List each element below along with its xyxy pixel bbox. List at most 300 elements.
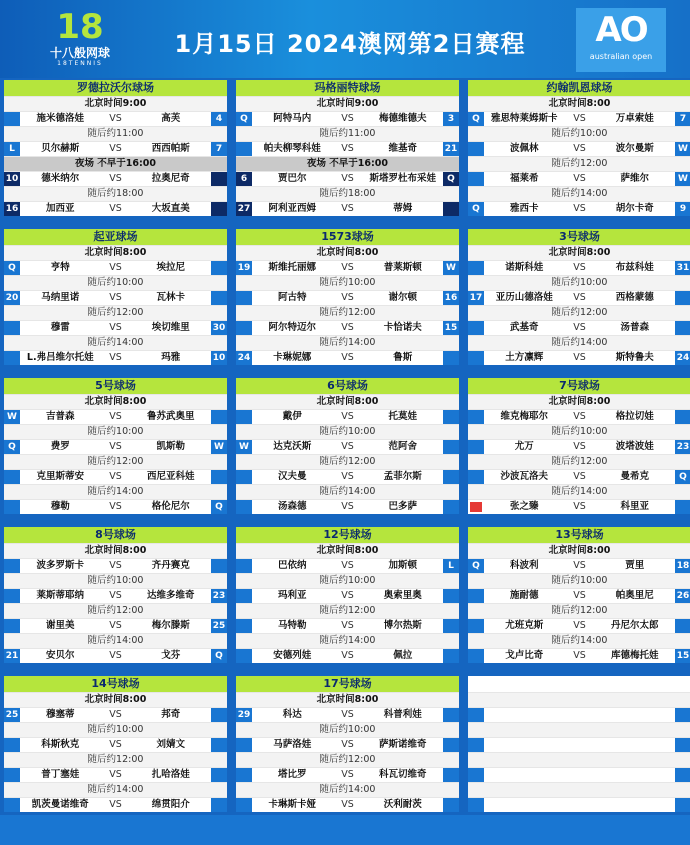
vs-label: VS: [573, 203, 586, 214]
match-row: [4, 797, 227, 812]
court-title: 5号球场: [4, 378, 227, 394]
player-left: 凯茨曼诺维奇: [31, 799, 89, 810]
player-left: 塔比罗: [277, 769, 307, 780]
seed-badge-left: [468, 768, 484, 782]
match-row: [4, 439, 227, 454]
vs-label: VS: [341, 590, 354, 601]
vs-label: VS: [573, 113, 586, 124]
vs-label: VS: [109, 173, 122, 184]
ao-mark: AO: [595, 10, 647, 50]
seed-badge-left: Q: [4, 261, 20, 275]
vs-label: VS: [341, 709, 354, 720]
seed-badge-left: [4, 619, 20, 633]
player-left: 谢里美: [45, 620, 75, 631]
vs-label: VS: [341, 292, 354, 303]
player-left: 武基奇: [509, 322, 539, 333]
seed-badge-left: 20: [5, 293, 19, 303]
player-left: 帕夫柳琴科娃: [263, 143, 321, 154]
player-left: 巴依纳: [277, 560, 307, 571]
night-session-label: 夜场 不早于16:00: [236, 156, 459, 171]
court-card: [468, 378, 690, 514]
player-left: 汉夫曼: [277, 471, 307, 482]
seed-badge-right: [211, 559, 227, 573]
seed-badge-left: [4, 589, 20, 603]
match-row: [4, 260, 227, 275]
empty-row: [468, 707, 690, 722]
vs-label: VS: [109, 650, 122, 661]
seed-badge-left: Q: [4, 440, 20, 454]
court-card: [236, 378, 459, 514]
vs-label: VS: [573, 322, 586, 333]
vs-label: VS: [573, 471, 586, 482]
seed-badge-left: 19: [237, 263, 251, 273]
seed-badge-right: [211, 768, 227, 782]
time-label: 随后约12:00: [4, 305, 227, 320]
seed-badge-left: W: [4, 410, 20, 424]
vs-label: VS: [109, 709, 122, 720]
vs-label: VS: [341, 620, 354, 631]
empty-court-title: [468, 676, 690, 692]
match-row: [236, 469, 459, 484]
vs-label: VS: [109, 262, 122, 273]
match-row: [468, 201, 690, 216]
player-left: 达克沃斯: [273, 441, 312, 452]
seed-badge-left: [468, 440, 484, 454]
seed-badge-right: 30: [212, 323, 226, 333]
seed-badge-left: L: [4, 142, 20, 156]
player-right: 胡尔卡奇: [615, 203, 654, 214]
seed-badge-left: [4, 738, 20, 752]
seed-badge-right: 15: [444, 323, 458, 333]
vs-label: VS: [573, 560, 586, 571]
seed-badge-left: [4, 321, 20, 335]
seed-badge-right: [211, 202, 227, 216]
empty-court-card: [468, 676, 690, 812]
vs-label: VS: [109, 590, 122, 601]
player-right: 达维多维奇: [146, 590, 195, 601]
match-row: [4, 618, 227, 633]
player-left: 雅西卡: [509, 203, 539, 214]
match-row: [236, 111, 459, 126]
time-label: 随后约12:00: [236, 603, 459, 618]
player-right: 埃拉尼: [156, 262, 185, 273]
player-right: 邦奇: [161, 709, 181, 720]
seed-badge-left: [236, 589, 252, 603]
seed-badge-right: 9: [675, 202, 690, 216]
seed-badge-left: 6: [236, 172, 252, 186]
seed-badge-left: [468, 649, 484, 663]
vs-label: VS: [109, 501, 122, 512]
player-left: 雅思特莱姆斯卡: [490, 113, 558, 124]
vs-label: VS: [109, 143, 122, 154]
empty-row: [468, 737, 690, 752]
seed-badge-right: [443, 619, 459, 633]
logo-name: 十八般网球: [49, 46, 110, 60]
player-left: 阿古特: [277, 292, 307, 303]
player-left: 卡琳斯卡娅: [268, 799, 316, 810]
player-left: 亚历山德洛娃: [495, 292, 553, 303]
match-row: [4, 290, 227, 305]
court-card: [468, 229, 690, 365]
player-right: 凯斯勒: [156, 441, 185, 452]
player-right: 奥索里奥: [383, 590, 422, 601]
player-right: 西格蒙德: [615, 292, 654, 303]
seed-badge-right: [675, 500, 690, 514]
time-label: 北京时间8:00: [236, 543, 459, 558]
match-row: [236, 260, 459, 275]
vs-label: VS: [573, 441, 586, 452]
match-row: [236, 141, 459, 156]
seed-badge-left: [4, 470, 20, 484]
match-row: [236, 201, 459, 216]
seed-badge-left: [4, 798, 20, 812]
player-left: 戴伊: [282, 411, 302, 422]
player-right: 格伦尼尔: [151, 501, 190, 512]
seed-badge-right: 21: [444, 144, 458, 154]
player-left: L.弗吕维尔托娃: [26, 352, 94, 363]
player-right: 丹尼尔太郎: [610, 620, 659, 631]
header: [0, 0, 690, 78]
court-card: [4, 676, 227, 812]
seed-badge-left: [236, 470, 252, 484]
seed-badge-left: Q: [468, 202, 484, 216]
player-left: 费罗: [50, 441, 70, 452]
player-right: 佩拉: [393, 650, 413, 661]
match-row: [4, 350, 227, 365]
seed-badge-right: [675, 291, 690, 305]
seed-badge-left: [236, 738, 252, 752]
seed-badge-left: [236, 649, 252, 663]
vs-label: VS: [109, 471, 122, 482]
vs-label: VS: [573, 501, 586, 512]
player-left: 吉普森: [45, 411, 75, 422]
seed-badge-left: [236, 142, 252, 156]
time-label: 随后约14:00: [4, 335, 227, 350]
empty-row: [468, 782, 690, 797]
player-right: 鲁斯: [393, 352, 413, 363]
time-label: 随后约14:00: [468, 335, 690, 350]
vs-label: VS: [109, 799, 122, 810]
player-right: 布兹科娃: [615, 262, 654, 273]
match-row: [236, 737, 459, 752]
seed-badge-left: 27: [237, 204, 251, 214]
time-label: 随后约10:00: [236, 424, 459, 439]
match-row: [236, 320, 459, 335]
court-title: 6号球场: [236, 378, 459, 394]
time-label: 北京时间9:00: [236, 96, 459, 111]
vs-label: VS: [341, 143, 354, 154]
match-row: [4, 767, 227, 782]
player-right: 鲁苏武奥里: [146, 411, 195, 422]
vs-label: VS: [109, 620, 122, 631]
seed-badge-left: [4, 500, 20, 514]
court-title: 14号球场: [4, 676, 227, 692]
player-right: 维基奇: [388, 143, 417, 154]
seed-badge-left: [468, 619, 484, 633]
player-right: 科里亚: [620, 501, 649, 512]
player-left: 汤森德: [277, 501, 307, 512]
time-label: 北京时间8:00: [468, 394, 690, 409]
match-row: [4, 469, 227, 484]
seed-badge-left: [468, 470, 484, 484]
vs-label: VS: [573, 262, 586, 273]
match-row: [236, 409, 459, 424]
vs-label: VS: [341, 203, 354, 214]
seed-badge-left: [4, 112, 20, 126]
seed-badge-right: [211, 410, 227, 424]
match-row: [236, 558, 459, 573]
seed-badge-left: Q: [468, 559, 484, 573]
player-right: 巴多萨: [388, 501, 417, 512]
match-row: [468, 320, 690, 335]
player-right: 曼希克: [620, 471, 649, 482]
player-right: 刘婧文: [156, 739, 185, 750]
player-left: 福莱希: [509, 173, 539, 184]
seed-badge-right: [443, 470, 459, 484]
seed-badge-right: [443, 649, 459, 663]
footer-bar: [0, 815, 690, 845]
time-label: 随后约18:00: [4, 186, 227, 201]
player-left: 阿利亚西姆: [268, 203, 316, 214]
seed-badge-left: [236, 410, 252, 424]
seed-badge-right: 7: [675, 112, 690, 126]
seed-badge-right: [675, 768, 690, 782]
player-left: 安贝尔: [45, 650, 75, 661]
player-left: 贾巴尔: [277, 173, 307, 184]
seed-badge-right: W: [443, 261, 459, 275]
match-row: [236, 767, 459, 782]
seed-badge-right: [675, 798, 690, 812]
time-label: 北京时间8:00: [4, 692, 227, 707]
player-left: 安德列娃: [273, 650, 312, 661]
seed-badge-left: 24: [237, 353, 251, 363]
seed-badge-right: [443, 202, 459, 216]
court-card: [4, 229, 227, 365]
player-left: 马特勒: [277, 620, 307, 631]
seed-badge-right: [211, 708, 227, 722]
player-right: 拉奥尼奇: [151, 173, 190, 184]
logo-en: 18TENNIS: [57, 60, 103, 67]
player-right: 谢尔顿: [388, 292, 417, 303]
seed-badge-right: [211, 470, 227, 484]
time-label: 北京时间8:00: [236, 245, 459, 260]
seed-badge-left: [468, 708, 484, 722]
player-left: 莱斯蒂耶纳: [36, 590, 84, 601]
player-left: 马纳里诺: [41, 292, 80, 303]
seed-badge-left: Q: [468, 112, 484, 126]
vs-label: VS: [341, 322, 354, 333]
seed-badge-right: 26: [676, 591, 690, 601]
time-label: 随后约10:00: [236, 722, 459, 737]
match-row: [468, 409, 690, 424]
seed-badge-left: [468, 589, 484, 603]
time-label: 随后约10:00: [468, 126, 690, 141]
vs-label: VS: [573, 620, 586, 631]
player-left: 穆雷: [50, 322, 70, 333]
player-left: 施耐德: [509, 590, 539, 601]
player-right: 博尔热斯: [383, 620, 422, 631]
player-right: 波尔曼斯: [615, 143, 654, 154]
vs-label: VS: [341, 352, 354, 363]
time-label: 随后约12:00: [468, 305, 690, 320]
australian-open-logo: [576, 8, 666, 72]
court-card: [236, 229, 459, 365]
time-label: 随后约12:00: [236, 752, 459, 767]
vs-label: VS: [341, 650, 354, 661]
court-title: 13号球场: [468, 527, 690, 543]
time-label: 随后约18:00: [236, 186, 459, 201]
seed-badge-right: 23: [676, 442, 690, 452]
seed-badge-right: 15: [676, 651, 690, 661]
seed-badge-left: W: [236, 440, 252, 454]
time-label: 北京时间8:00: [468, 245, 690, 260]
player-left: 加西亚: [45, 203, 75, 214]
night-session-label: 夜场 不早于16:00: [4, 156, 227, 171]
time-label: 随后约10:00: [468, 275, 690, 290]
time-label: 随后约14:00: [236, 335, 459, 350]
player-right: 斯特鲁夫: [615, 352, 654, 363]
vs-label: VS: [109, 411, 122, 422]
time-label: 随后约14:00: [468, 633, 690, 648]
seed-badge-right: [675, 321, 690, 335]
match-row: [468, 290, 690, 305]
seed-badge-right: [211, 172, 227, 186]
seed-badge-left: 25: [5, 710, 19, 720]
seed-badge-right: [675, 708, 690, 722]
player-right: 戈芬: [161, 650, 181, 661]
seed-badge-right: W: [675, 172, 690, 186]
match-row: [4, 737, 227, 752]
time-label: 随后约14:00: [236, 484, 459, 499]
seed-badge-left: 10: [5, 174, 19, 184]
player-left: 阿特马内: [273, 113, 312, 124]
match-row: [468, 588, 690, 603]
match-row: [236, 499, 459, 514]
match-row: [4, 141, 227, 156]
court-card: [236, 676, 459, 812]
player-left: 施米德洛娃: [36, 113, 84, 124]
logo-18-mark: 18: [56, 7, 104, 47]
player-right: 齐丹赛克: [151, 560, 190, 571]
seed-badge-right: 10: [212, 353, 226, 363]
player-right: 西尼亚科娃: [146, 471, 195, 482]
seed-badge-right: [443, 589, 459, 603]
seed-badge-left: [468, 351, 484, 365]
time-label: 北京时间8:00: [4, 543, 227, 558]
seed-badge-right: [443, 798, 459, 812]
empty-row: [468, 752, 690, 767]
vs-label: VS: [109, 322, 122, 333]
court-title: 1573球场: [236, 229, 459, 245]
match-row: [236, 618, 459, 633]
court-card: [468, 80, 690, 216]
match-row: [236, 797, 459, 812]
vs-label: VS: [341, 560, 354, 571]
seed-badge-right: [443, 351, 459, 365]
seed-badge-left: [236, 559, 252, 573]
match-row: [468, 618, 690, 633]
player-right: 梅德维德夫: [378, 113, 427, 124]
seed-badge-left: [236, 619, 252, 633]
match-row: [236, 707, 459, 722]
china-flag-icon: [470, 502, 482, 512]
player-right: 高芙: [161, 113, 181, 124]
ao-subtitle: australian open: [589, 52, 653, 61]
seed-badge-left: [468, 321, 484, 335]
player-left: 科波利: [509, 560, 539, 571]
match-row: [4, 558, 227, 573]
time-label: 随后约12:00: [4, 454, 227, 469]
player-left: 沙波瓦洛夫: [500, 471, 548, 482]
match-row: [236, 290, 459, 305]
player-left: 波佩林: [509, 143, 539, 154]
vs-label: VS: [573, 411, 586, 422]
player-right: 卡恰诺夫: [383, 322, 422, 333]
match-row: [236, 588, 459, 603]
court-title: 约翰凯恩球场: [468, 80, 690, 96]
seed-badge-right: Q: [675, 470, 690, 484]
empty-row: [468, 797, 690, 812]
match-row: [468, 260, 690, 275]
player-right: 波塔波娃: [615, 441, 654, 452]
vs-label: VS: [573, 590, 586, 601]
vs-label: VS: [573, 143, 586, 154]
match-row: [236, 171, 459, 186]
player-left: 玛利亚: [277, 590, 307, 601]
site-logo: [38, 8, 122, 74]
seed-badge-left: [468, 738, 484, 752]
player-left: 诺斯科娃: [505, 262, 544, 273]
match-row: [236, 648, 459, 663]
court-title: 起亚球场: [4, 229, 227, 245]
seed-badge-right: 4: [211, 112, 227, 126]
time-label: 随后约12:00: [236, 305, 459, 320]
match-row: [4, 201, 227, 216]
time-label: 北京时间9:00: [4, 96, 227, 111]
vs-label: VS: [341, 501, 354, 512]
seed-badge-right: [211, 261, 227, 275]
time-label: 北京时间8:00: [4, 394, 227, 409]
seed-badge-right: [443, 768, 459, 782]
seed-badge-right: Q: [443, 172, 459, 186]
player-right: 托莫娃: [388, 411, 417, 422]
time-label: 随后约10:00: [468, 424, 690, 439]
player-left: 斯维托丽娜: [268, 262, 316, 273]
time-label: 随后约12:00: [236, 454, 459, 469]
player-left: 克里斯蒂安: [36, 471, 84, 482]
vs-label: VS: [573, 173, 586, 184]
player-right: 汤普森: [620, 322, 649, 333]
player-right: 科普利娃: [383, 709, 422, 720]
vs-label: VS: [341, 173, 354, 184]
match-row: [468, 469, 690, 484]
time-label: 随后约10:00: [468, 573, 690, 588]
match-row: [4, 171, 227, 186]
court-card: [468, 527, 690, 663]
match-row: [4, 707, 227, 722]
match-row: [468, 171, 690, 186]
seed-badge-left: [236, 768, 252, 782]
player-left: 尤班克斯: [505, 620, 544, 631]
match-row: [4, 320, 227, 335]
time-label: 随后约11:00: [236, 126, 459, 141]
player-right: 绵贯阳介: [151, 799, 190, 810]
vs-label: VS: [109, 203, 122, 214]
seed-badge-left: [236, 500, 252, 514]
seed-badge-left: [468, 798, 484, 812]
court-title: 玛格丽特球场: [236, 80, 459, 96]
seed-badge-left: [236, 321, 252, 335]
